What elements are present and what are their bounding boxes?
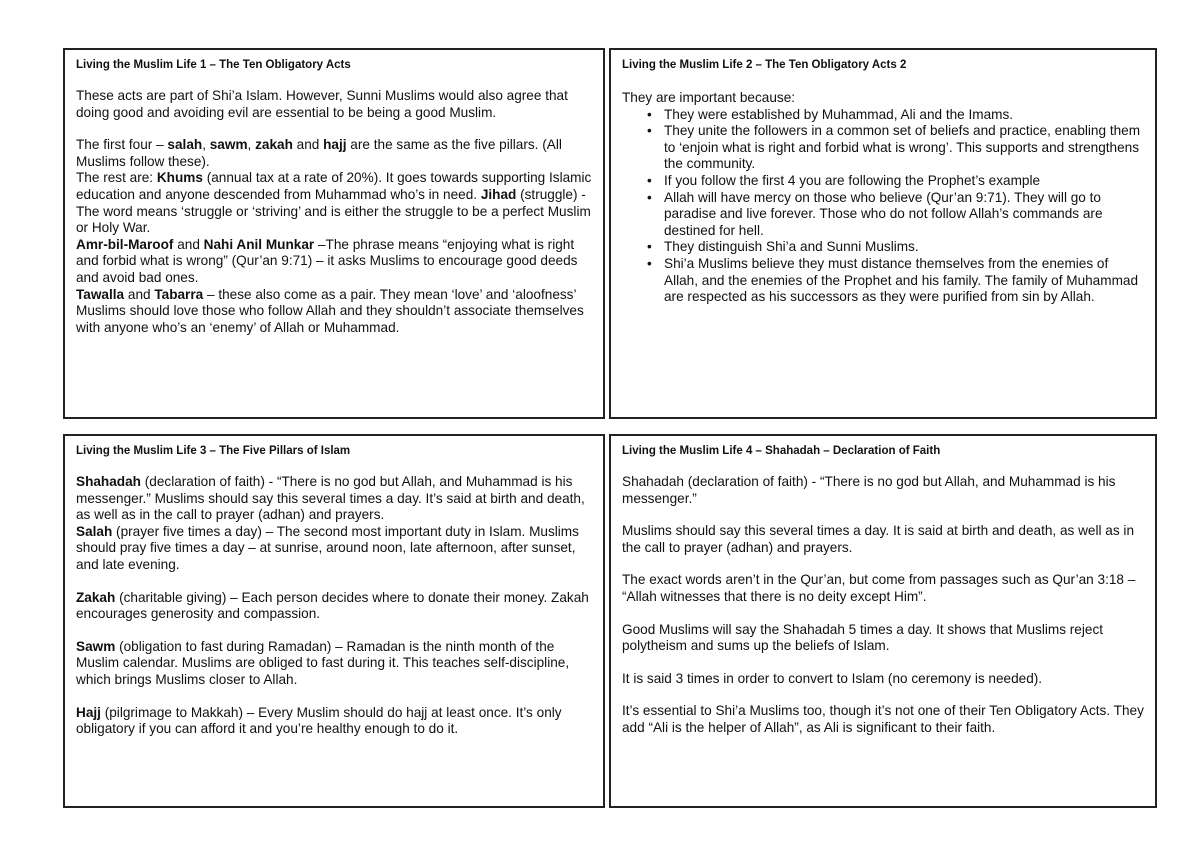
- list-item: • They unite the followers in a common set of beliefs and practice, enabling them to ‘enjoin what is right and forbid what is wrong’. This supports and strengthens the community.: [664, 123, 1144, 173]
- card-intro: They are important because:: [622, 90, 796, 105]
- list-item: • If you follow the first 4 you are following the Prophet’s example: [664, 173, 1144, 190]
- importance-list: [622, 107, 1144, 306]
- card-title: Living the Muslim Life 3 – The Five Pillars of Islam: [76, 445, 351, 457]
- list-item: • They were established by Muhammad, Ali and the Imams.: [664, 107, 1144, 124]
- list-item: • They distinguish Shi’a and Sunni Muslims.: [664, 239, 1144, 256]
- paragraph: Muslims should say this several times a day. It is said at birth and death, as well as in the call to prayer (adhan) and prayers.: [622, 523, 1135, 555]
- list-item: • Shi’a Muslims believe they must distance themselves from the enemies of Allah, and the enemies of the Prophet and his family. The family of Muhammad are respected as his successors as they were purified from sin by Allah.: [664, 256, 1144, 306]
- card-title: Living the Muslim Life 1 – The Ten Obligatory Acts: [76, 59, 351, 71]
- paragraph: The exact words aren’t in the Qur’an, but come from passages such as Qur’an 3:18 – “Allah witnesses that there is no deity except Him”.: [622, 572, 1136, 604]
- paragraph-rest: The rest are: Khums (annual tax at a rate of 20%). It goes towards supporting Islamic education and anyone descended from Muhammad who’s in need. Jihad (struggle) - The word means ‘struggle or ‘striving’ and is either the struggle to be a perfect Muslim or Holy War.: [76, 170, 592, 236]
- card-shahadah: [609, 434, 1157, 808]
- list-item: • Allah will have mercy on those who believe (Qur’an 9:71). They will go to paradise and live forever. Those who do not follow Allah’s commands are destined for hell.: [664, 190, 1144, 240]
- paragraph: It is said 3 times in order to convert to Islam (no ceremony is needed).: [622, 670, 1043, 686]
- card-title: Living the Muslim Life 2 – The Ten Obligatory Acts 2: [622, 59, 907, 71]
- pillar-hajj: Hajj (pilgrimage to Makkah) – Every Muslim should do hajj at least once. It’s only obligatory if you can afford it and you’re healthy enough to do it.: [76, 704, 562, 737]
- paragraph: Shahadah (declaration of faith) - “There is no god but Allah, and Muhammad is his messenger.”: [622, 474, 1116, 506]
- pillar-sawm: Sawm (obligation to fast during Ramadan) – Ramadan is the ninth month of the Muslim calendar. Muslims are obliged to fast during it. This teaches self-discipline, which brings Muslims closer to Allah.: [76, 638, 570, 687]
- card-title: Living the Muslim Life 4 – Shahadah – Declaration of Faith: [622, 445, 941, 457]
- card-obligatory-acts-1: [63, 48, 605, 419]
- pillar-zakah: Zakah (charitable giving) – Each person decides where to donate their money. Zakah encourages generosity and compassion.: [76, 589, 589, 622]
- paragraph-tawalla-tabarra: Tawalla and Tabarra – these also come as a pair. They mean ‘love’ and ‘aloofness’ Muslims should love those who follow Allah and they shouldn’t associate themselves with anyone who’s an ‘enemy’ of Allah or Muhammad.: [76, 286, 584, 335]
- card-five-pillars: [63, 434, 605, 808]
- card-obligatory-acts-2: [609, 48, 1157, 419]
- paragraph: It’s essential to Shi’a Muslims too, though it’s not one of their Ten Obligatory Acts. They add “Ali is the helper of Allah”, as Ali is significant to their faith.: [622, 703, 1144, 735]
- paragraph-amr-nahi: Amr-bil-Maroof and Nahi Anil Munkar –The phrase means “enjoying what is right and forbid what is wrong” (Qur’an 9:71) – it asks Muslims to encourage good deeds and avoid bad ones.: [76, 236, 578, 285]
- paragraph-first-four: The first four – salah, sawm, zakah and hajj are the same as the five pillars. (All Muslims follow these).: [76, 137, 562, 169]
- pillar-shahadah: Shahadah (declaration of faith) - “There is no god but Allah, and Muhammad is his messenger.” Muslims should say this several times a day. It’s said at birth and death, as well as in the call to prayer (adhan) and prayers.: [76, 474, 585, 523]
- pillar-salah: Salah (prayer five times a day) – The second most important duty in Islam. Muslims should pray five times a day – at sunrise, around noon, late afternoon, after sunset, and late evening.: [76, 523, 579, 572]
- card-intro: These acts are part of Shi’a Islam. However, Sunni Muslims would also agree that doing good and avoiding evil are essential to be being a good Muslim.: [76, 88, 568, 120]
- paragraph: Good Muslims will say the Shahadah 5 times a day. It shows that Muslims reject polytheism and sums up the beliefs of Islam.: [622, 621, 1104, 654]
